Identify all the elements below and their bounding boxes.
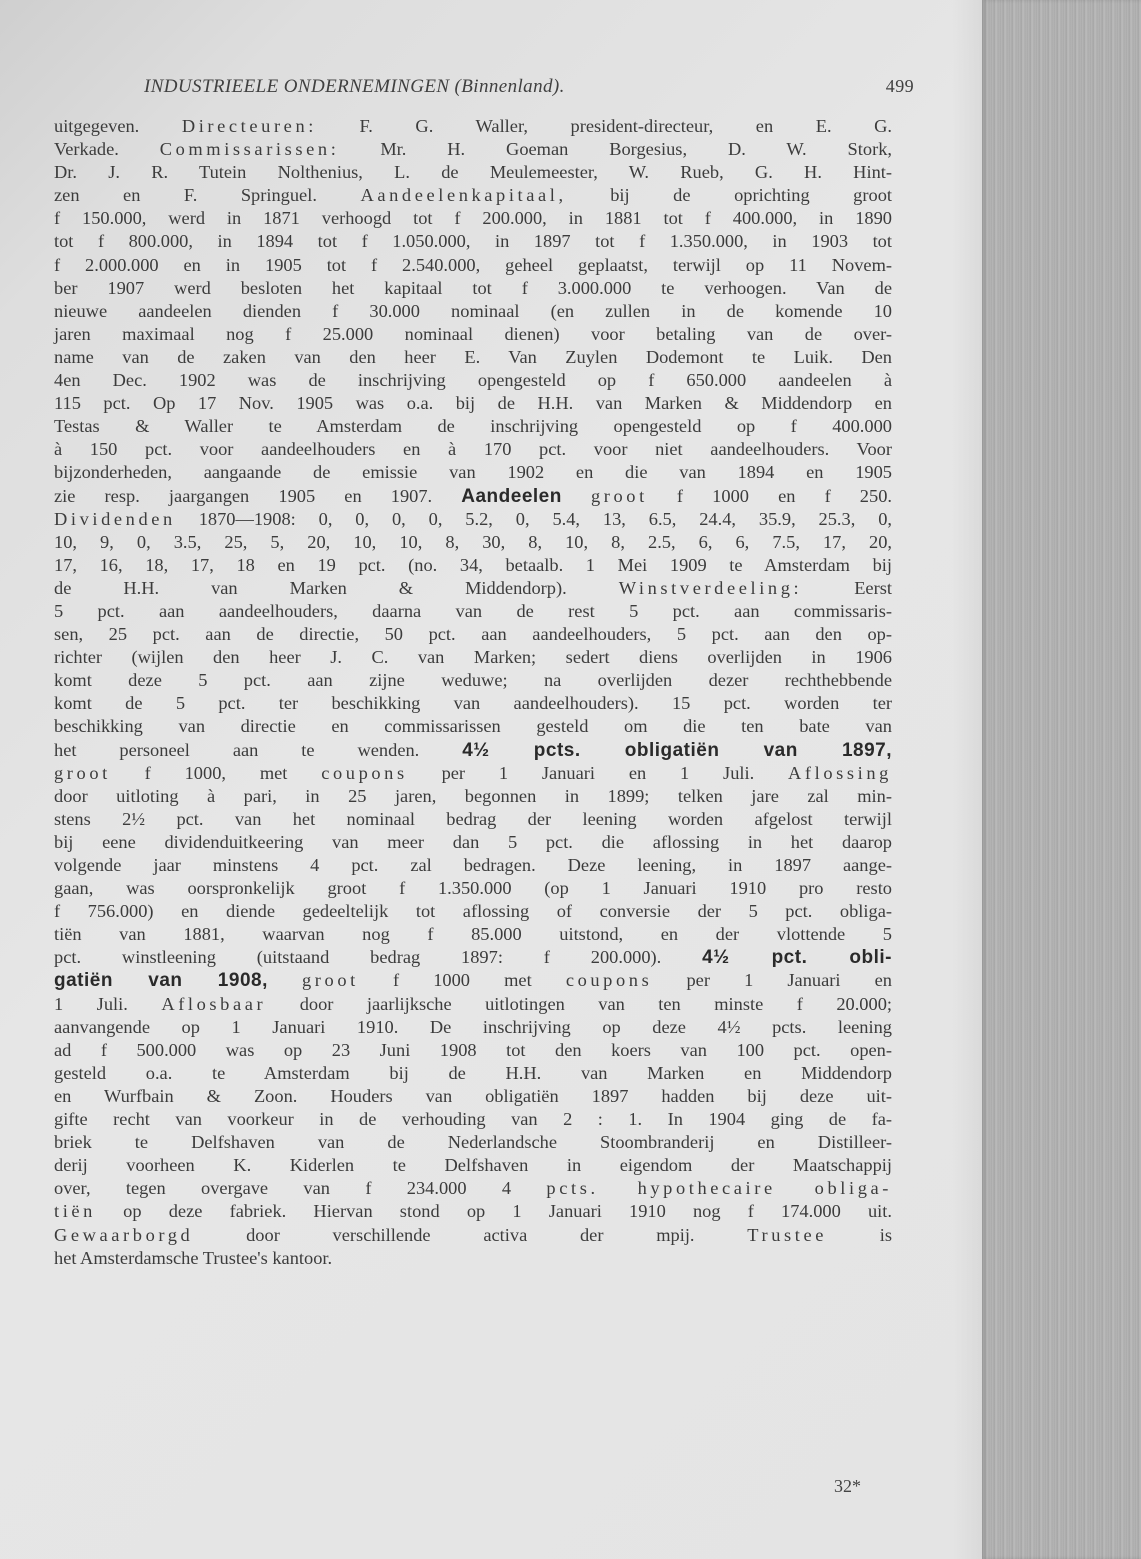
text-run: name van de zaken van den heer E. Van Zuylen Dodemont te Luik. Den <box>54 346 892 367</box>
text-run: gifte recht van voorkeur in de verhouding van 2 : 1. In 1904 ging de fa- <box>54 1109 892 1130</box>
text-line <box>54 300 892 323</box>
text-run: f 2.000.000 en in 1905 tot f 2.540.000, geheel geplaatst, terwijl op 11 Novem- <box>54 254 892 275</box>
text-run <box>562 486 591 506</box>
body-paragraph <box>54 115 892 1270</box>
text-run: op deze fabriek. Hiervan stond op 1 Januari 1910 nog f 174.000 uit. <box>95 1201 892 1222</box>
text-line <box>54 508 892 531</box>
text-run: 1870—1908: 0, 0, 0, 0, 5.2, 0, 5.4, 13, 6.5, 24.4, 35.9, 25.3, 0, <box>175 508 892 529</box>
text-run: is <box>826 1224 892 1245</box>
text-line <box>54 715 892 738</box>
text-line <box>54 923 892 946</box>
text-line <box>54 277 892 300</box>
text-run: à 150 pct. voor aandeelhouders en à 170 pct. voor niet aandeelhouders. Voor <box>54 439 892 460</box>
text-line <box>54 900 892 923</box>
text-line <box>54 461 892 484</box>
text-run: komt deze 5 pct. aan zijne weduwe; na overlijden dezer rechthebbende <box>54 670 892 691</box>
text-run: 115 pct. Op 17 Nov. 1905 was o.a. bij de H.H. van Marken & Middendorp en <box>54 393 892 414</box>
text-line <box>54 1062 892 1085</box>
text-run: gesteld o.a. te Amsterdam bij de H.H. van Marken en Middendorp <box>54 1062 892 1083</box>
text-run: gaan, was oorspronkelijk groot f 1.350.000 (op 1 Januari 1910 pro resto <box>54 878 892 899</box>
text-run: f 756.000) en diende gedeeltelijk tot aflossing of conversie der 5 pct. obliga- <box>54 901 892 922</box>
text-run: 5 pct. aan aandeelhouders, daarna van de rest 5 pct. aan commissaris- <box>54 600 892 621</box>
running-header-title: INDUSTRIEELE ONDERNEMINGEN (Binnenland). <box>144 76 565 97</box>
text-run <box>268 970 302 990</box>
text-run: richter (wijlen den heer J. C. van Marken; sedert diens overlijden in 1906 <box>54 647 892 668</box>
bold-heading: 4½ pcts. obligatiën van 1897, <box>462 739 892 761</box>
text-run: 10, 9, 0, 3.5, 25, 5, 20, 10, 10, 8, 30, 8, 10, 8, 2.5, 6, 6, 7.5, 17, 20, <box>54 531 892 552</box>
text-run: Mr. H. Goeman Borgesius, D. W. Stork, <box>339 139 892 160</box>
text-line <box>54 1085 892 1108</box>
spaced-term: groot <box>54 762 111 783</box>
spaced-term: Aflossing <box>788 762 892 783</box>
text-run: over, tegen overgave van f 234.000 4 <box>54 1178 547 1199</box>
spaced-term: pcts. hypothecaire obliga- <box>546 1178 892 1199</box>
text-run: derij voorheen K. Kiderlen te Delfshaven in eigendom der Maatschappij <box>54 1155 892 1176</box>
text-line <box>54 1177 892 1200</box>
text-line <box>54 254 892 277</box>
text-run: uitgegeven. <box>54 116 182 136</box>
bold-heading: 4½ pct. obli- <box>702 947 892 969</box>
text-run: per 1 Januari en <box>652 970 892 991</box>
text-run: bij eene dividenduitkeering van meer dan 5 pct. die aflossing in het daarop <box>54 831 892 852</box>
text-line <box>54 577 892 600</box>
spaced-term: Aflosbaar <box>161 993 267 1014</box>
text-run: per 1 Januari en 1 Juli. <box>407 762 789 783</box>
text-line <box>54 138 892 161</box>
text-line <box>54 1016 892 1039</box>
spaced-term: Directeuren: <box>181 116 317 136</box>
page-number: 499 <box>885 76 914 96</box>
spaced-term: Trustee <box>747 1224 827 1245</box>
spaced-term: tiën <box>54 1201 96 1222</box>
text-line <box>54 739 892 762</box>
text-run: Verkade. <box>54 139 160 160</box>
spaced-term: groot <box>302 970 359 991</box>
text-line <box>54 161 892 184</box>
text-line <box>54 1200 892 1223</box>
text-run: komt de 5 pct. ter beschikking van aandeelhouders). 15 pct. worden ter <box>54 693 892 714</box>
spaced-term: Aandeelenkapitaal, <box>360 185 567 206</box>
text-run: het Amsterdamsche Trustee's kantoor. <box>54 1247 333 1268</box>
text-run: f 1000 met <box>358 970 566 991</box>
text-run: nieuwe aandeelen dienden f 30.000 nominaal (en zullen in de komende 10 <box>54 300 892 321</box>
text-run: tiën van 1881, waarvan nog f 85.000 uitstond, en der vlottende 5 <box>54 924 892 945</box>
text-line <box>54 854 892 877</box>
text-line <box>54 1247 892 1270</box>
text-line <box>54 808 892 831</box>
spaced-term: Gewaarborgd <box>54 1224 194 1245</box>
text-run: Dr. J. R. Tutein Nolthenius, L. de Meulemeester, W. Rueb, G. H. Hint- <box>54 162 892 183</box>
text-run: Eerst <box>802 577 892 598</box>
text-run: 4en Dec. 1902 was de inschrijving opengesteld op f 650.000 aandeelen à <box>54 370 892 391</box>
text-run: het personeel aan te wenden. <box>54 739 463 760</box>
spaced-term: coupons <box>565 970 653 991</box>
text-run: door jaarlijksche uitlotingen van ten minste f 20.000; <box>266 993 893 1014</box>
text-run: zen en F. Springuel. <box>54 185 361 206</box>
bold-heading: gatiën van 1908, <box>54 970 268 992</box>
text-line <box>54 646 892 669</box>
text-line <box>54 1108 892 1131</box>
text-run: pct. winstleening (uitstaand bedrag 1897: f 200.000). <box>54 947 703 968</box>
text-line <box>54 1154 892 1177</box>
text-line <box>54 485 892 508</box>
text-run: F. G. Waller, president-directeur, en E. G. <box>316 116 892 136</box>
text-line <box>54 207 892 230</box>
spaced-term: Dividenden <box>54 508 176 529</box>
text-run: beschikking van directie en commissarissen gesteld om die ten bate van <box>54 716 892 737</box>
text-run: stens 2½ pct. van het nominaal bedrag der leening worden afgelost terwijl <box>54 808 892 829</box>
text-run: ad f 500.000 was op 23 Juni 1908 tot den koers van 100 pct. open- <box>54 1039 892 1060</box>
text-line <box>54 392 892 415</box>
text-line <box>54 369 892 392</box>
text-line <box>54 438 892 461</box>
spaced-term: groot <box>590 485 648 506</box>
text-run: f 1000, met <box>110 762 322 783</box>
text-run: bij de oprichting groot <box>566 185 893 206</box>
text-line <box>54 1224 892 1247</box>
text-run: briek te Delfshaven van de Nederlandsche Stoombranderij en Distilleer- <box>54 1132 892 1153</box>
text-line <box>54 623 892 646</box>
text-line <box>54 600 892 623</box>
text-line <box>54 1039 892 1062</box>
text-run: door uitloting à pari, in 25 jaren, begonnen in 1899; telken jare zal min- <box>54 785 892 806</box>
book-page-edges <box>982 0 1141 1559</box>
signature-mark: 32* <box>834 1476 861 1496</box>
text-run: volgende jaar minstens 4 pct. zal bedragen. Deze leening, in 1897 aange- <box>54 855 892 875</box>
text-run: 1 Juli. <box>54 993 162 1014</box>
text-line <box>54 415 892 438</box>
text-line <box>54 230 892 253</box>
text-run: 17, 16, 18, 17, 18 en 19 pct. (no. 34, betaalb. 1 Mei 1909 te Amsterdam bij <box>54 554 892 575</box>
text-run: f 1000 en f 250. <box>647 485 892 506</box>
text-run: tot f 800.000, in 1894 tot f 1.050.000, in 1897 tot f 1.350.000, in 1903 tot <box>54 231 892 252</box>
spaced-term: Commissarissen: <box>159 139 340 160</box>
bold-heading: Aandeelen <box>461 485 562 507</box>
text-line <box>54 323 892 346</box>
spaced-term: Winstverdeeling: <box>618 577 803 598</box>
text-line <box>54 831 892 854</box>
text-run: de H.H. van Marken & Middendorp). <box>54 577 619 598</box>
text-run: en Wurfbain & Zoon. Houders van obligatiën 1897 hadden bij deze uit- <box>54 1085 892 1106</box>
text-run: jaren maximaal nog f 25.000 nominaal dienen) voor betaling van de over- <box>54 323 892 344</box>
text-line <box>54 669 892 692</box>
text-line <box>54 531 892 554</box>
text-run: zie resp. jaargangen 1905 en 1907. <box>54 485 462 506</box>
text-line <box>54 1131 892 1154</box>
text-line <box>54 115 892 138</box>
text-line <box>54 554 892 577</box>
text-run: door verschillende activa der mpij. <box>193 1224 748 1245</box>
text-line <box>54 993 892 1016</box>
text-run: bijzonderheden, aangaande de emissie van 1902 en die van 1894 en 1905 <box>54 462 892 483</box>
text-line <box>54 346 892 369</box>
text-run: sen, 25 pct. aan de directie, 50 pct. aan aandeelhouders, 5 pct. aan den op- <box>54 624 892 645</box>
spaced-term: coupons <box>321 762 408 783</box>
text-run: ber 1907 werd besloten het kapitaal tot f 3.000.000 te verhoogen. Van de <box>54 277 892 298</box>
text-line <box>54 762 892 785</box>
text-run: Testas & Waller te Amsterdam de inschrijving opengesteld op f 400.000 <box>54 416 892 437</box>
text-line <box>54 969 892 992</box>
text-line <box>54 877 892 900</box>
text-line <box>54 184 892 207</box>
text-line <box>54 785 892 808</box>
text-line <box>54 692 892 715</box>
text-run: f 150.000, werd in 1871 verhoogd tot f 200.000, in 1881 tot f 400.000, in 1890 <box>54 208 892 229</box>
running-header <box>144 76 914 106</box>
text-run: aanvangende op 1 Januari 1910. De inschrijving op deze 4½ pcts. leening <box>54 1016 892 1037</box>
text-line <box>54 946 892 969</box>
